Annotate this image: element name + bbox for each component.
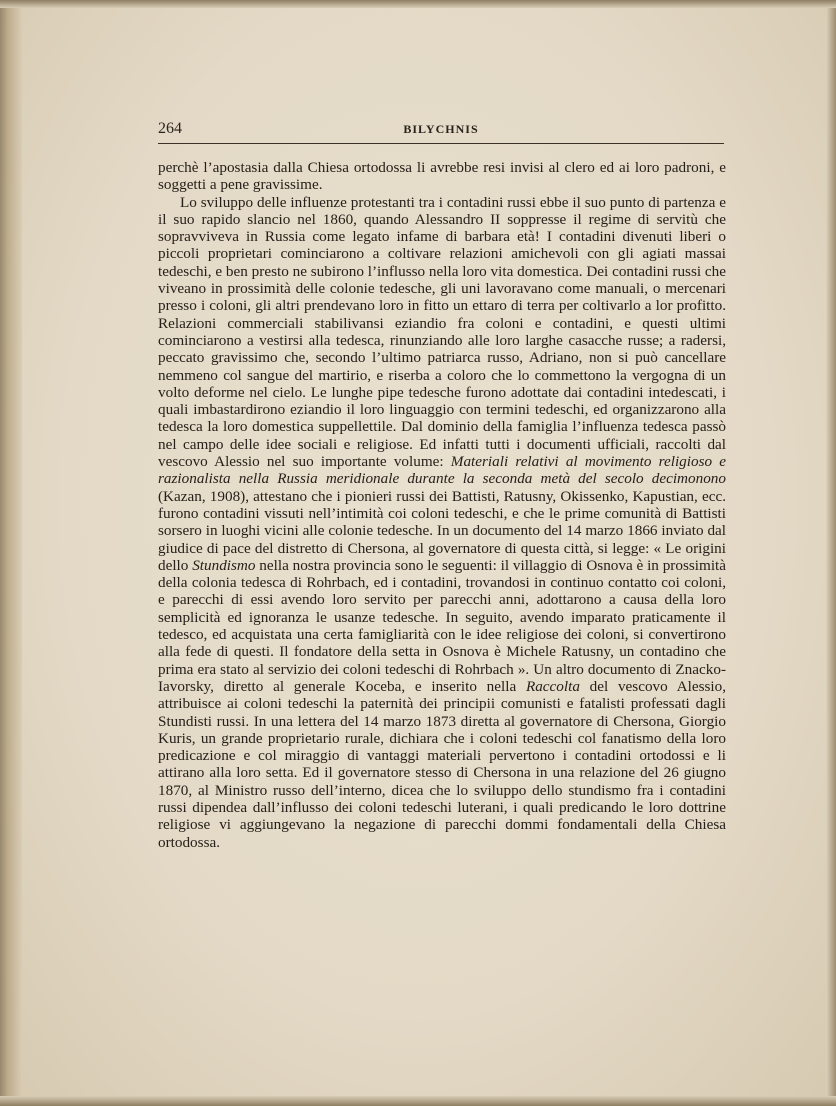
running-head: BILYCHNIS (403, 122, 479, 136)
header-rule (158, 143, 724, 144)
page-header (158, 118, 724, 144)
paragraph-2-part-a: Lo sviluppo delle influenze protestanti tra i contadini russi ebbe il suo punto di partenza e il suo rapido slancio nel 1860, quando Alessandro II soppresse il regime di servitù che sopravviveva in Russia come legato infame di barbara età! I contadini divenuti liberi o piccoli proprietari cominciarono a coltivare relazioni amichevoli con gli agiati massai tedeschi, e ben presto ne subirono l’influsso nella loro vita domestica. Dei contadini russi che viveano in prossimità delle colonie tedesche, gli uni lavoravano come manuali, o mercenari presso i coloni, gli altri prendevano loro in fitto un ettaro di terra per coltivarlo a lor profitto. Relazioni commerciali stabilivansi eziandio fra coloni e contadini, e questi ultimi cominciarono a vestirsi alla tedesca, rinunziando alle loro larghe casacche russe; a radersi, peccato gravissimo che, secondo l’ultimo patriarca russo, Adriano, non si può cancellare nemmeno col sangue del martirio, e riserba a coloro che lo commettono la vergogna di un volto deforme nel cielo. Le lunghe pipe tedesche furono adottate dai contadini intedescati, i quali imbastardirono eziandio il loro linguaggio con termini tedeschi, ed organizzarono alla tedesca la loro domestica suppellettile. Dal dominio della famiglia l’influenza tedesca passò nel campo delle idee sociali e religiose. Ed infatti tutti i documenti ufficiali, raccolti dal vescovo Alessio nel suo importante volume: (158, 193, 726, 471)
page-edge-top (0, 0, 836, 8)
paragraph-2-part-c: nella nostra provincia sono le seguenti: il villaggio di Osnova è in prossimità della colonia tedesca di Rohrbach, ed i contadini, trovandosi in continuo contatto coi coloni, e parecchi di essi avendo loro servito per parecchi anni, adottarono a causa della loro semplicità ed ignoranza le usanze tedesche. In seguito, avendo imparato praticamente il tedesco, ed acquistata una certa famigliarità con le idee religiose dei coloni, si convertirono alla fede di questi. Il fondatore della setta in Osnova è Michele Ratusny, un contadino che prima era stato al servizio dei coloni tedeschi di Rohrbach ». Un altro documento di Znacko-Iavorsky, diretto al generale Koceba, e inserito nella (158, 556, 726, 695)
page-number: 264 (158, 120, 182, 137)
stundismo-term: Stundismo (192, 556, 256, 574)
paragraph-2-part-b: (Kazan, 1908), attestano che i pionieri russi dei Battisti, Ratusny, Okissenko, Kapustian, ecc. furono contadini vissuti nell’intimità coi coloni tedeschi, e che le prime comunità di Battisti sorsero in luoghi vicini alle colonie tedesche. In un documento del 14 marzo 1866 inviato dal giudice di pace del distretto di Chersona, al governatore di questa città, si legge: « Le origini dello (158, 487, 726, 574)
paragraph-2 (158, 194, 726, 851)
paragraph-1: perchè l’apostasia dalla Chiesa ortodossa li avrebbe resi invisi al clero ed ai loro padroni, e soggetti a pene gravissime. (158, 159, 726, 194)
book-title: Materiali relativi al movimento religioso e razionalista nella Russia meridionale durante la seconda metà del secolo decimonono (158, 453, 726, 488)
paragraph-2-part-d: del vescovo Alessio, attribuisce ai coloni tedeschi la paternità dei principii comunisti e fatalisti professati dagli Stundisti russi. In una lettera del 14 marzo 1873 diretta al governatore di Chersona, Giorgio Kuris, un grande proprietario rurale, dichiara che i coloni tedeschi col fanatismo della loro predicazione e col miraggio di vantaggi materiali pervertono i contadini ortodossi e li attirano alla loro setta. Ed il governatore stesso di Chersona in una relazione del 26 giugno 1870, al Ministro russo dell’interno, dicea che lo sviluppo dello stundismo fra i contadini russi dipendea dall’influsso dei coloni tedeschi luterani, i quali predicando le loro dottrine religiose vi aggiungevano la negazione di parecchi dommi fondamentali della Chiesa ortodossa. (158, 677, 726, 851)
page-edge-bottom (0, 1096, 836, 1106)
page-edge-right (826, 0, 836, 1106)
page-edge-left (0, 0, 22, 1106)
raccolta-title: Raccolta (525, 677, 580, 695)
body-text (158, 159, 726, 851)
